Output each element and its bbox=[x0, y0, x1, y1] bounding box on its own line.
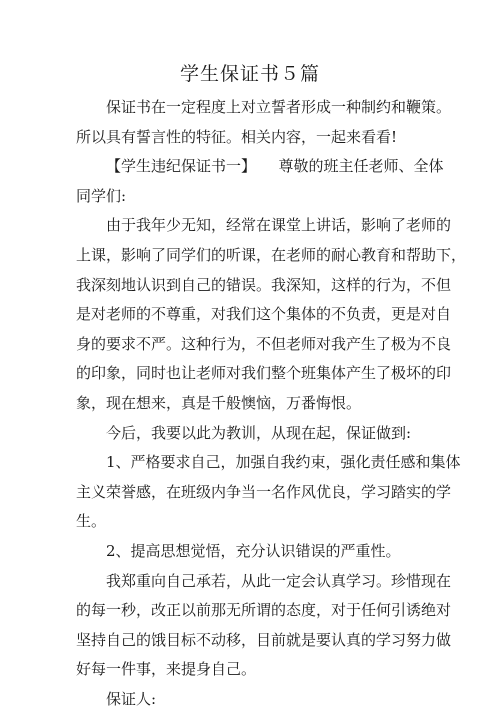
document-title: 学生保证书５篇 bbox=[179, 63, 320, 85]
body-line: 生。 bbox=[76, 512, 107, 531]
body-line: 的印象，同时也让老师对我们整个班集体产生了极坏的印 bbox=[76, 364, 452, 383]
body-line: 所以具有誓言性的特征。相关内容，一起来看看! bbox=[76, 127, 398, 146]
body-line: 1、严格要求自己，加强自我约束，强化责任感和集体 bbox=[106, 453, 461, 472]
body-line: 好每一件事，来提身自己。 bbox=[76, 660, 257, 679]
body-line: 是对老师的不尊重，对我们这个集体的不负责，更是对自 bbox=[76, 305, 452, 324]
body-line: 我郑重向自己承若，从此一定会认真学习。珍惜现在 bbox=[106, 571, 452, 590]
body-line: 上课，影响了同学们的听课，在老师的耐心教育和帮助下， bbox=[76, 246, 467, 264]
body-line: 保证书在一定程度上对立誓者形成一种制约和鞭策。 bbox=[106, 98, 452, 116]
body-line: 坚持自己的饿目标不动移，目前就是要认真的学习努力做 bbox=[76, 630, 452, 649]
body-line: 2、提高思想觉悟，充分认识错误的严重性。 bbox=[106, 542, 401, 560]
body-line: 【学生违纪保证书一】 尊敬的班主任老师、全体 bbox=[106, 157, 444, 176]
body-line: 今后，我要以此为教训，从现在起，保证做到: bbox=[106, 423, 412, 442]
body-line: 保证人: bbox=[106, 690, 157, 708]
body-line: 同学们: bbox=[76, 186, 127, 205]
body-line: 的每一秒，改正以前那无所谓的态度，对于任何引诱绝对 bbox=[76, 601, 452, 620]
body-line: 主义荣誉感，在班级内争当一名作风优良，学习踏实的学 bbox=[76, 482, 452, 501]
body-line: 象，现在想来，真是千般懊恼，万番悔恨。 bbox=[76, 394, 362, 412]
body-line: 由于我年少无知，经常在课堂上讲话，影响了老师的 bbox=[106, 216, 452, 235]
body-line: 身的要求不严。这种行为，不但老师对我产生了极为不良 bbox=[76, 334, 452, 353]
body-line: 我深刻地认识到自己的错误。我深知，这样的行为，不但 bbox=[76, 275, 452, 294]
